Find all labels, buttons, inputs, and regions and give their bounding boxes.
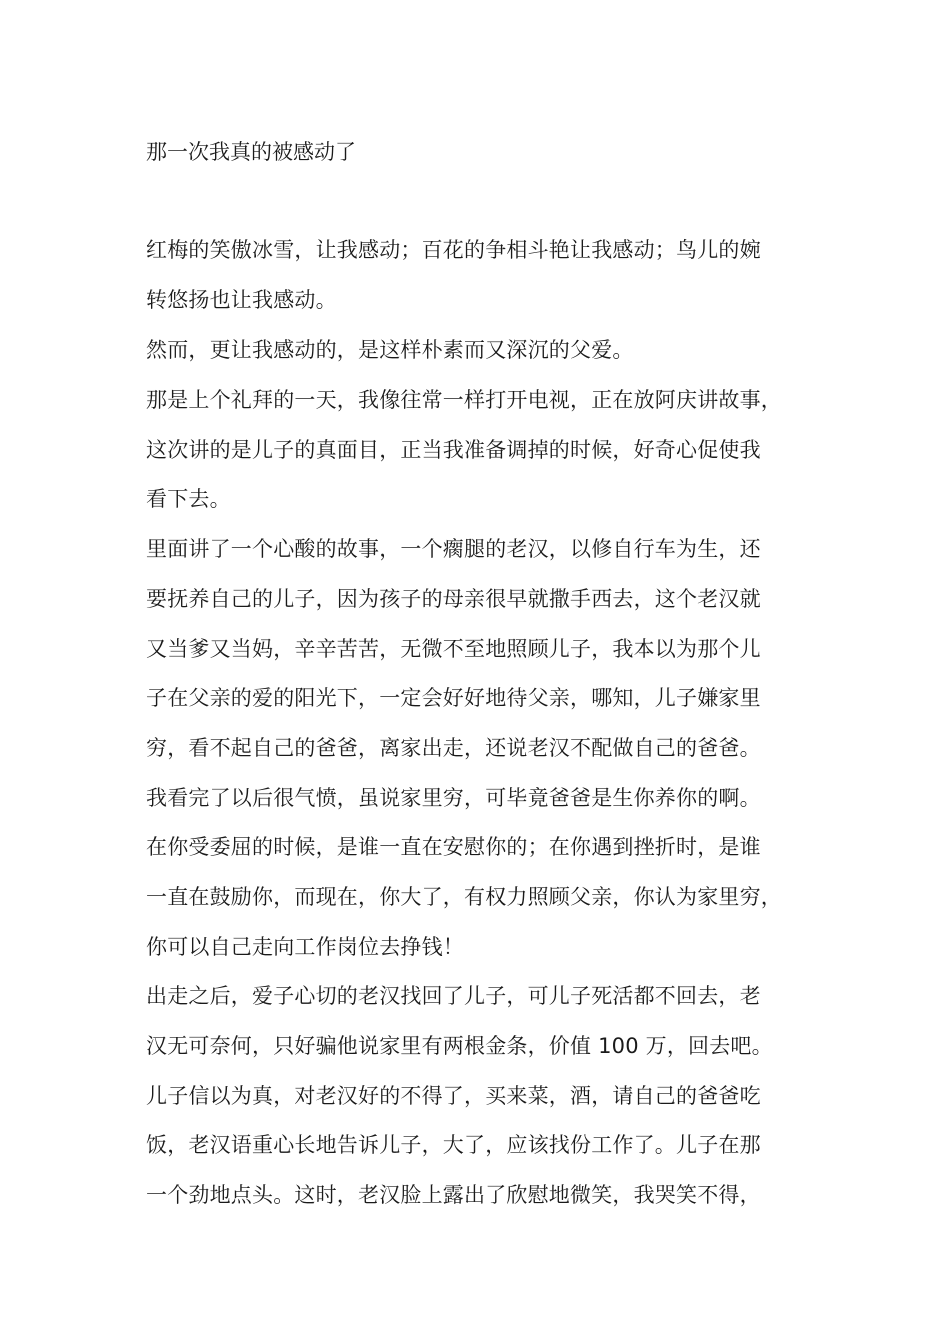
text-line: 看下去。 bbox=[146, 487, 231, 511]
text-line: 子在父亲的爱的阳光下，一定会好好地待父亲，哪知，儿子嫌家里 bbox=[146, 686, 761, 710]
text-line: 一个劲地点头。这时，老汉脸上露出了欣慰地微笑，我哭笑不得， bbox=[146, 1183, 761, 1207]
text-line: 在你受委屈的时候，是谁一直在安慰你的；在你遇到挫折时，是谁 bbox=[146, 835, 761, 859]
text-line: 这次讲的是儿子的真面目，正当我准备调掉的时候，好奇心促使我 bbox=[146, 438, 761, 462]
text-line: 你可以自己走向工作岗位去挣钱！ bbox=[146, 935, 464, 959]
text-line: 汉无可奈何，只好骗他说家里有两根金条，价值 100 万，回去吧。 bbox=[146, 1034, 773, 1058]
text-line: 里面讲了一个心酸的故事，一个瘸腿的老汉，以修自行车为生，还 bbox=[146, 537, 761, 561]
text-line: 穷，看不起自己的爸爸，离家出走，还说老汉不配做自己的爸爸。 bbox=[146, 736, 761, 760]
text-line: 又当爹又当妈，辛辛苦苦，无微不至地照顾儿子，我本以为那个儿 bbox=[146, 637, 761, 661]
text-line: 然而，更让我感动的，是这样朴素而又深沉的父爱。 bbox=[146, 338, 634, 362]
text-line: 饭，老汉语重心长地告诉儿子，大了，应该找份工作了。儿子在那 bbox=[146, 1133, 761, 1157]
text-line: 转悠扬也让我感动。 bbox=[146, 288, 337, 312]
text-line: 那是上个礼拜的一天，我像往常一样打开电视，正在放阿庆讲故事， bbox=[146, 388, 782, 412]
text-line: 一直在鼓励你，而现在，你大了，有权力照顾父亲，你认为家里穷， bbox=[146, 885, 782, 909]
document-title: 那一次我真的被感动了 bbox=[146, 140, 356, 164]
text-line: 我看完了以后很气愤，虽说家里穷，可毕竟爸爸是生你养你的啊。 bbox=[146, 786, 761, 810]
text-line: 出走之后，爱子心切的老汉找回了儿子，可儿子死活都不回去，老 bbox=[146, 984, 761, 1008]
text-line: 红梅的笑傲冰雪，让我感动；百花的争相斗艳让我感动；鸟儿的婉 bbox=[146, 238, 761, 262]
text-line: 要抚养自己的儿子，因为孩子的母亲很早就撒手西去，这个老汉就 bbox=[146, 587, 761, 611]
text-line: 儿子信以为真，对老汉好的不得了，买来菜，酒，请自己的爸爸吃 bbox=[146, 1084, 761, 1108]
